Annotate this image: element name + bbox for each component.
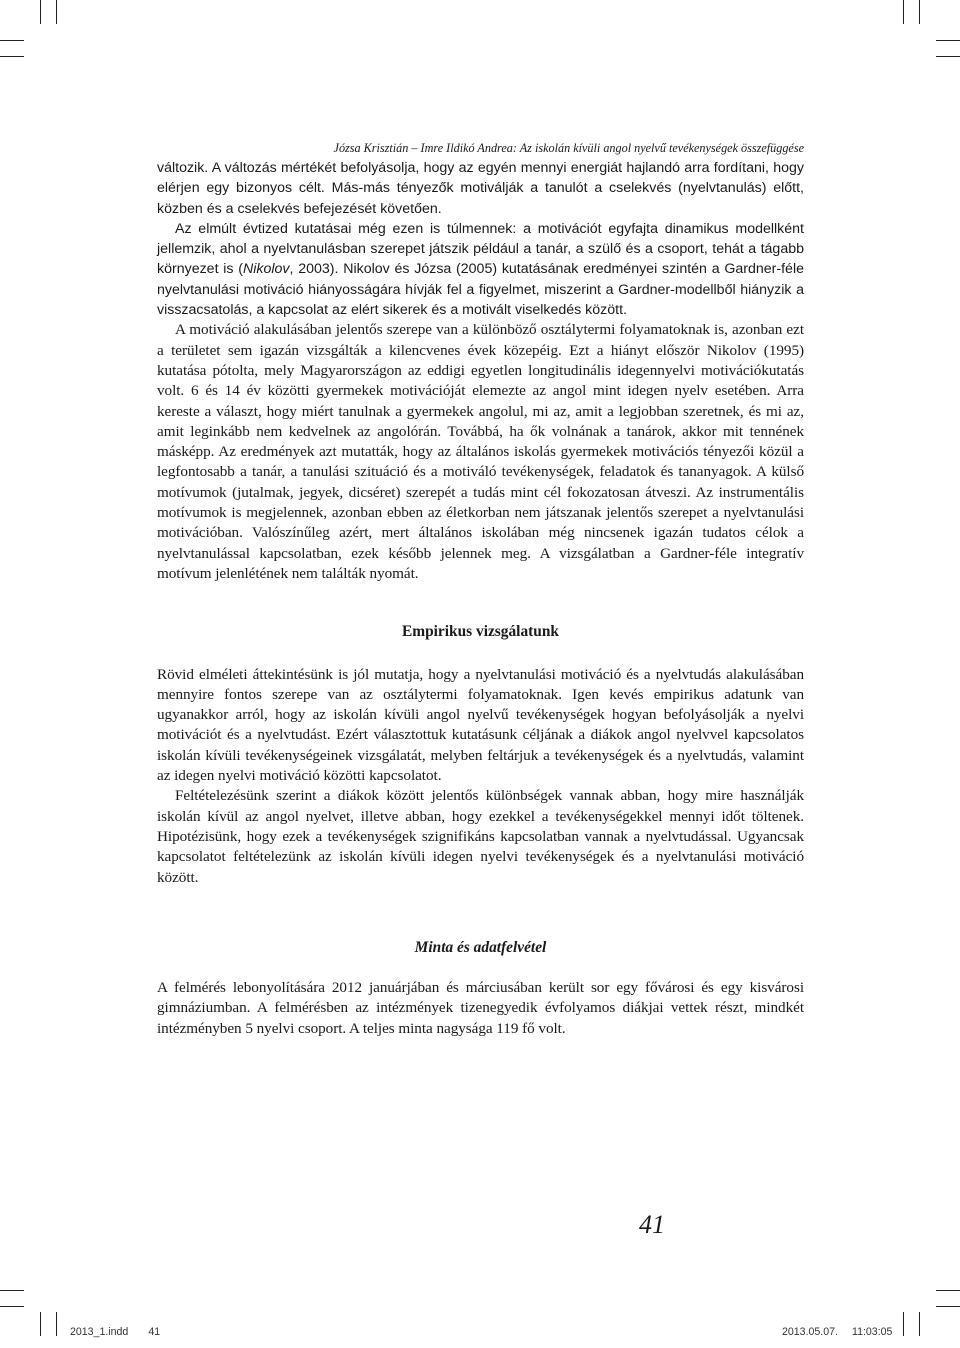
paragraph: A motiváció alakulásában jelentős szerepe van a különböző osztálytermi folyamatoknak is, azonban ezt a területet sem igazán vizsgálták a kilencvenes évek közepéig. Ezt a hiányt először Nikolov (1995) kutatása pótolta, mely Magyarországon az eddigi egyetlen longitudinális idegennyelvi motivációkutatás volt. 6 és 14 év közötti gyermekek motivációját elemezte az angol mint idegen nyelv esetében. Arra kereste a választ, hogy miért tanulnak a gyermekek angolul, mi az, amit a legjobban szeretnek, és mi az, amit leginkább nem kedvelnek az angolórán. Továbbá, ha ők volnának a tanárok, akkor mit tennének másképp. Az eredmények azt mutatták, hogy az általános iskolás gyermekek motivációs tényezői közül a legfontosabb a tanár, a tanulási szituáció és a motiváló tevékenységek, feladatok és tananyagok. A külső motívumok (jutalmak, jegyek, dicséret) szerepét a tudás mint cél fokozatosan átveszi. Az instrumentális motívumok is megjelennek, azonban ebben az életkorban nem játszanak jelentős szerepet a nyelvtanulási motivációban. Valószínűleg azért, mert általános iskolában még nincsenek igazán tudatos célok a nyelvtanulással kapcsolatban, ezek később jelennek meg. A vizsgálatban a Gardner-féle integratív motívum jelenlétének nem találták nyomát. [157, 321, 804, 582]
page-number: 41 [639, 1210, 665, 1239]
paragraph-text: , 2003). Nikolov és Józsa (2005) kutatásának eredményei szintén a Gardner-féle nyelvtanulási motiváció hiányosságára hívják fel a figyelmet, miszerint a Gardner-modellből hiányzik a visszacsatolás, a kapcsolat az elért sikerek és a motivált viselkedés között. [157, 261, 804, 319]
crop-mark [936, 1290, 960, 1291]
slug-date: 2013.05.07. [782, 1326, 838, 1338]
paragraph: Rövid elméleti áttekintésünk is jól mutatja, hogy a nyelvtanulási motiváció és a nyelvtudás alakulásában mennyire fontos szerepe van az osztálytermi folyamatoknak. Igen kevés empirikus adatunk van ugyanakkor arról, hogy az iskolán kívüli angol nyelvű tevékenységek hogyan befolyásolják a nyelvi motivációt és a nyelvtudást. Ezért választottuk kutatásunk céljának a diákok angol nyelvvel kapcsolatos iskolán kívüli tevékenységeinek vizsgálatát, melyben feltárjuk a tevékenységek és a nyelvtudás, valamint az idegen nyelvi motiváció közötti kapcsolatot. [157, 665, 804, 785]
crop-mark [0, 1290, 24, 1291]
section-heading-empirical: Empirikus vizsgálatunk [402, 623, 559, 641]
crop-mark [919, 0, 920, 24]
slug-filename: 2013_1.indd [70, 1326, 129, 1338]
paragraph [157, 219, 804, 320]
crop-mark [40, 1312, 41, 1336]
print-slug-date [782, 1326, 892, 1338]
crop-mark [40, 0, 41, 24]
crop-mark [903, 1312, 904, 1336]
print-slug-file [70, 1326, 180, 1338]
paragraph: A felmérés lebonyolítására 2012 januárjában és márciusában került sor egy fővárosi és egy kisvárosi gimnáziumban. A felmérésben az intézmények tizenegyedik évfolyamos diákjai vettek részt, mindkét intézményben 5 nyelvi csoport. A teljes minta nagysága 119 fő volt. [157, 979, 804, 1037]
crop-mark [0, 56, 24, 57]
crop-mark [0, 40, 24, 41]
crop-mark [919, 1312, 920, 1336]
article-body [157, 158, 804, 1039]
crop-mark [936, 56, 960, 57]
crop-mark [0, 1306, 24, 1307]
intro-sans-block [157, 158, 804, 320]
section-heading-sample: Minta és adatfelvétel [414, 938, 547, 956]
crop-mark [56, 0, 57, 24]
paragraph-text: Az elmúlt évtized kutatásai még ezen is túlmennek: a motivációt egyfajta dinamikus modellként jellemzik, ahol a nyelvtanulásban szerepet játszik például a tanár, a szülő és a csoport, tehát a tágabb környezet is ( [157, 220, 804, 278]
slug-time: 11:03:05 [851, 1326, 893, 1338]
slug-page: 41 [148, 1326, 161, 1338]
paragraph: változik. A változás mértékét befolyásolja, hogy az egyén mennyi energiát hajlandó arra fordítani, hogy elérjen egy bizonyos célt. Más-más tényezők motiválják a tanulót a cselekvés (nyelvtanulás) előtt, közben és a cselekvés befejezését követően. [157, 160, 804, 217]
crop-mark [903, 0, 904, 24]
crop-mark [936, 1306, 960, 1307]
crop-mark [56, 1312, 57, 1336]
citation-author: Nikolov [243, 261, 290, 278]
paragraph: Feltételezésünk szerint a diákok között jelentős különbségek vannak abban, hogy mire használják iskolán kívül az angol nyelvet, illetve abban, hogy ezekkel a tevékenységekkel mennyi időt töltenek. Hipotézisünk, hogy ezek a tevékenységek szignifikáns kapcsolatban vannak a nyelvtudással. Ugyancsak kapcsolatot feltételezünk az iskolán kívüli idegen nyelvi tevékenységek és a nyelvtanulási motiváció között. [157, 787, 804, 886]
running-header: Józsa Krisztián – Imre Ildikó Andrea: Az iskolán kívüli angol nyelvű tevékenységek összefüggése [333, 141, 804, 155]
crop-mark [936, 40, 960, 41]
